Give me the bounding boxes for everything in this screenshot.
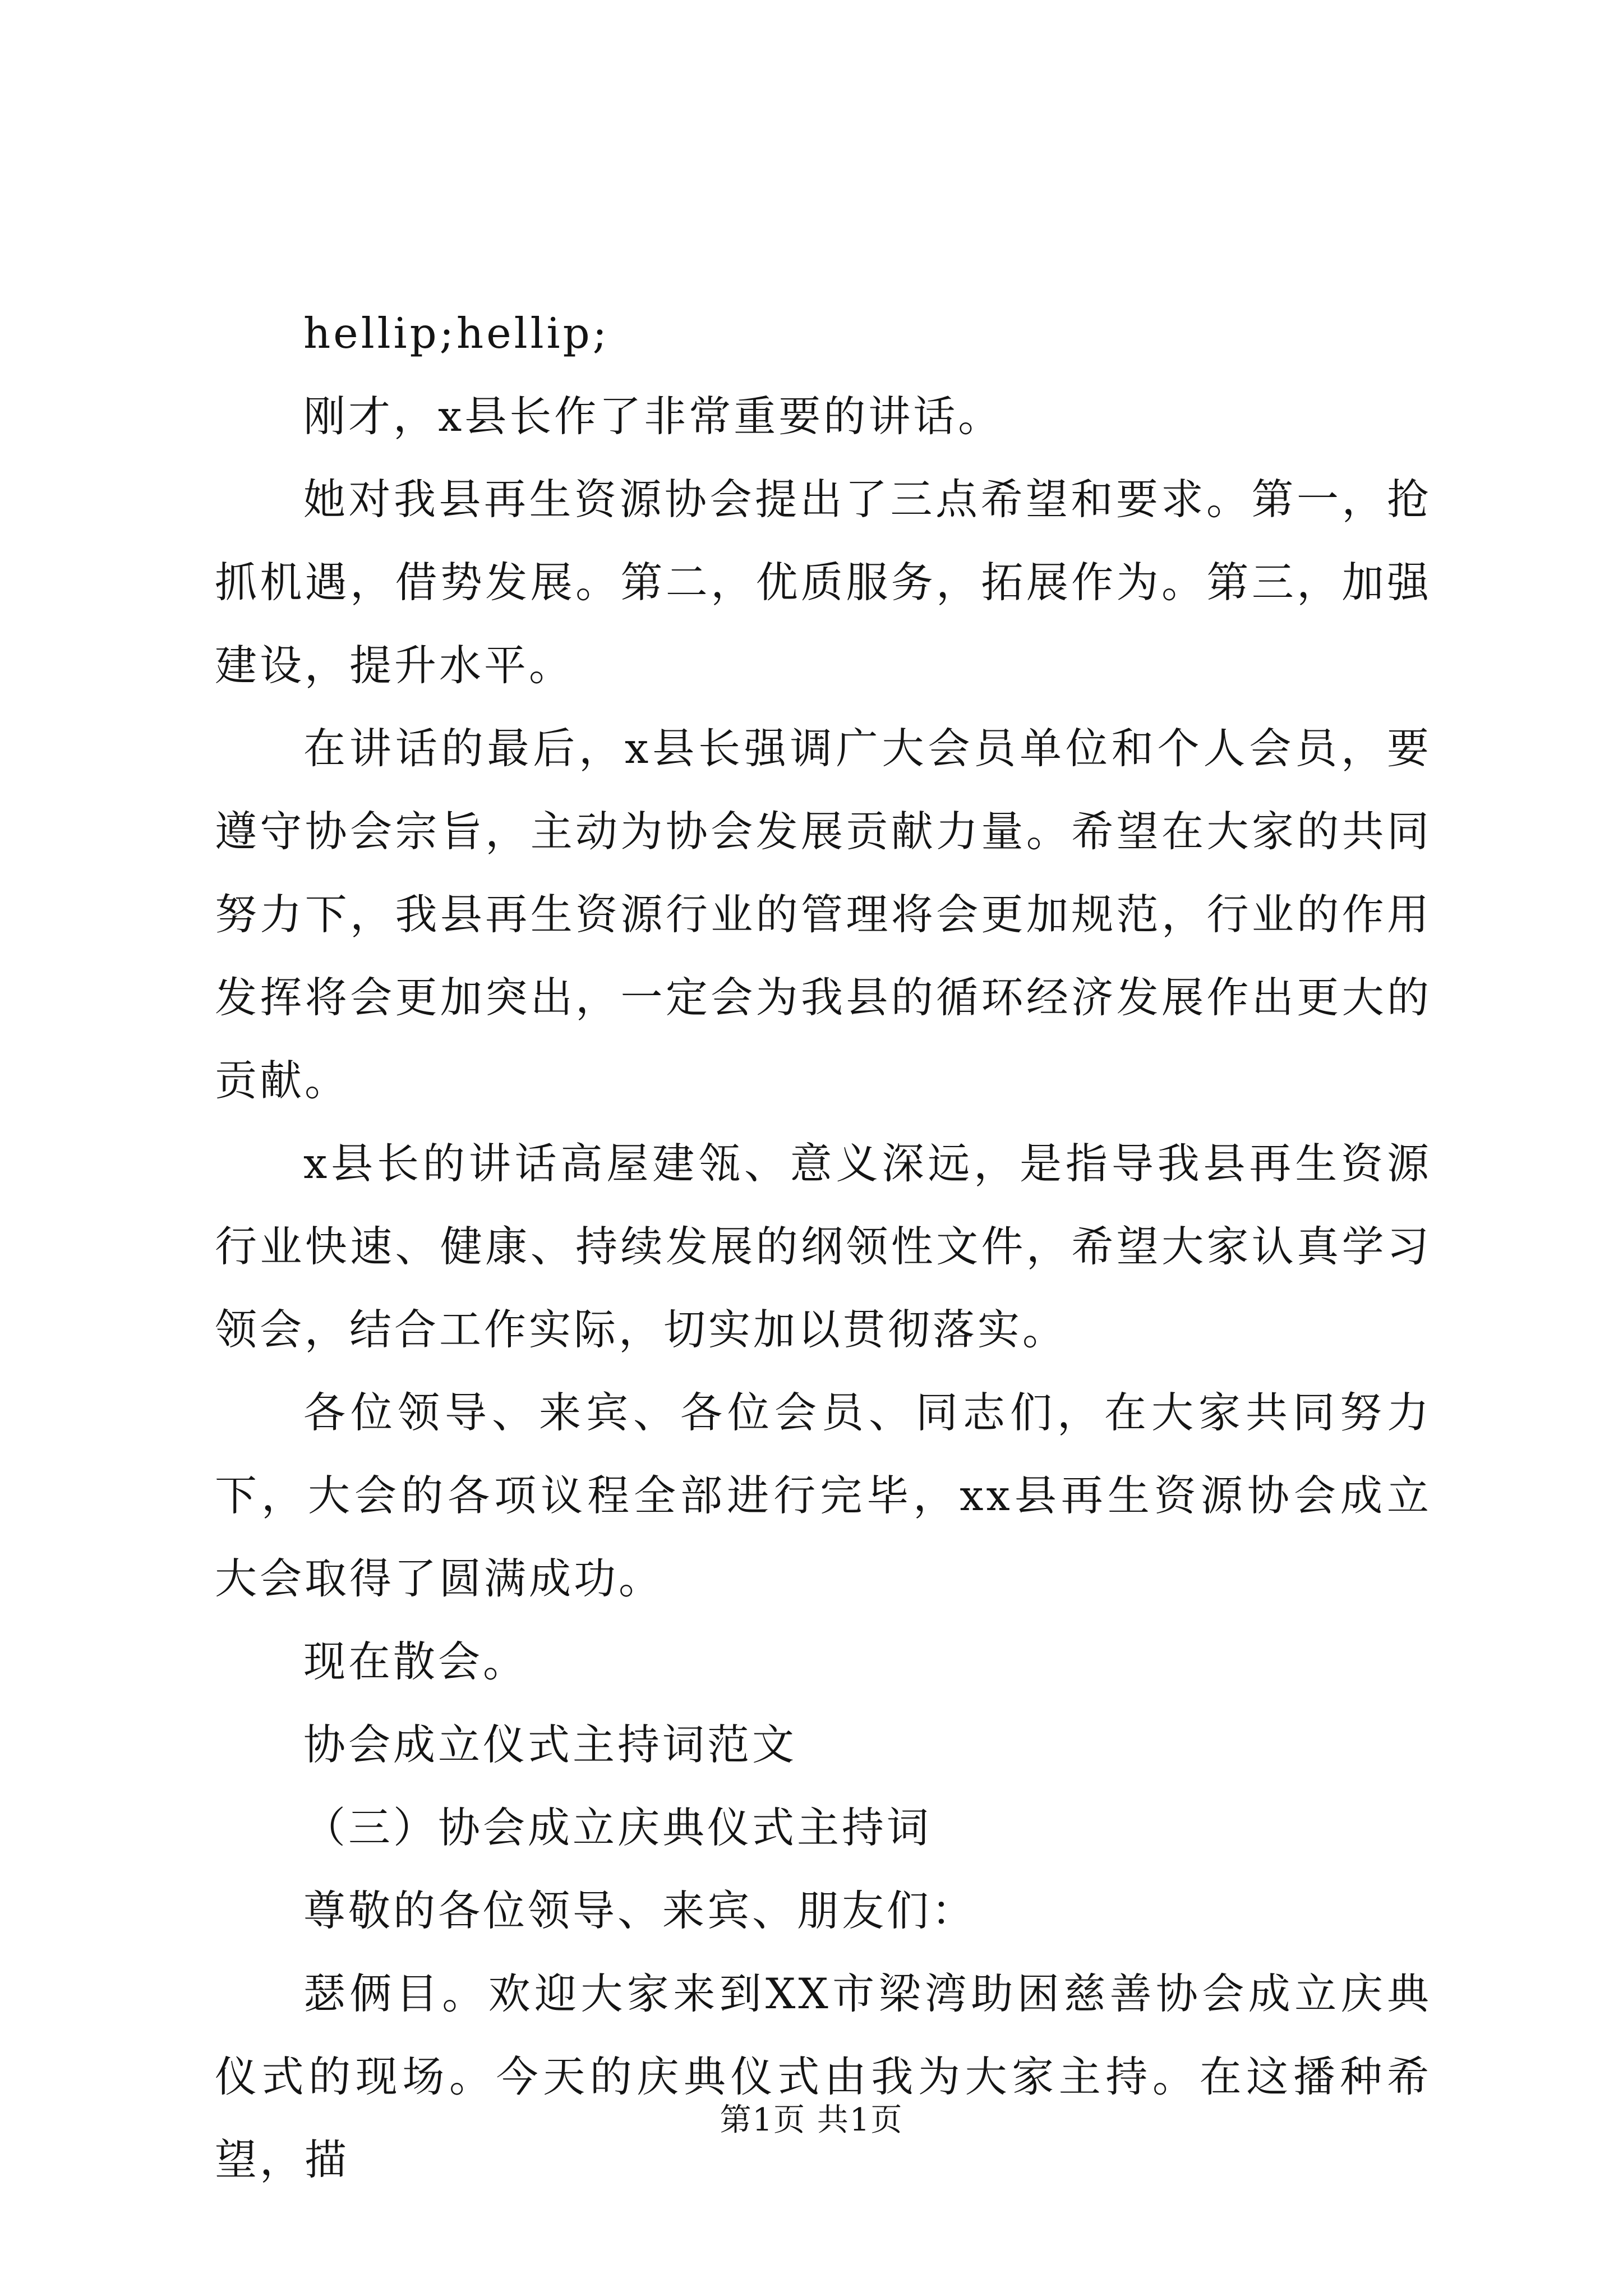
section-heading: 协会成立仪式主持词范文: [303, 1720, 797, 1769]
paragraph-ellipsis: hellip;hellip;: [303, 309, 610, 358]
paragraph-welcome: 瑟俩目。欢迎大家来到XX市梁湾助困慈善协会成立庆典仪式的现场。今天的庆典仪式由我为大家主持。在这播种希望，描: [215, 1969, 1432, 2184]
paragraph-county-head-speech: 刚才，x县长作了非常重要的讲话。: [303, 392, 1003, 441]
paragraph-three-requirements: 她对我县再生资源协会提出了三点希望和要求。第一，抢抓机遇，借势发展。第二，优质服务，拓展作为。第三，加强建设，提升水平。: [215, 475, 1432, 690]
paragraph-meeting-complete: 各位领导、来宾、各位会员、同志们，在大家共同努力下，大会的各项议程全部进行完毕，xx县再生资源协会成立大会取得了圆满成功。: [215, 1388, 1432, 1603]
paragraph-adjourn: 现在散会。: [303, 1637, 528, 1686]
document-body: [215, 292, 1432, 2201]
paragraph-speech-significance: x县长的讲话高屋建瓴、意义深远，是指导我县再生资源行业快速、健康、持续发展的纲领性文件，希望大家认真学习领会，结合工作实际，切实加以贯彻落实。: [215, 1139, 1432, 1354]
page-number-footer: 第1页 共1页: [720, 2102, 903, 2138]
paragraph-salutation: 尊敬的各位领导、来宾、朋友们：: [303, 1886, 977, 1935]
paragraph-speech-conclusion: 在讲话的最后，x县长强调广大会员单位和个人会员，要遵守协会宗旨，主动为协会发展贡献力量。希望在大家的共同努力下，我县再生资源行业的管理将会更加规范，行业的作用发挥将会更加突出，一定会为我县的循环经济发展作出更大的贡献。: [215, 724, 1432, 1105]
subsection-heading: （三）协会成立庆典仪式主持词: [303, 1803, 932, 1852]
